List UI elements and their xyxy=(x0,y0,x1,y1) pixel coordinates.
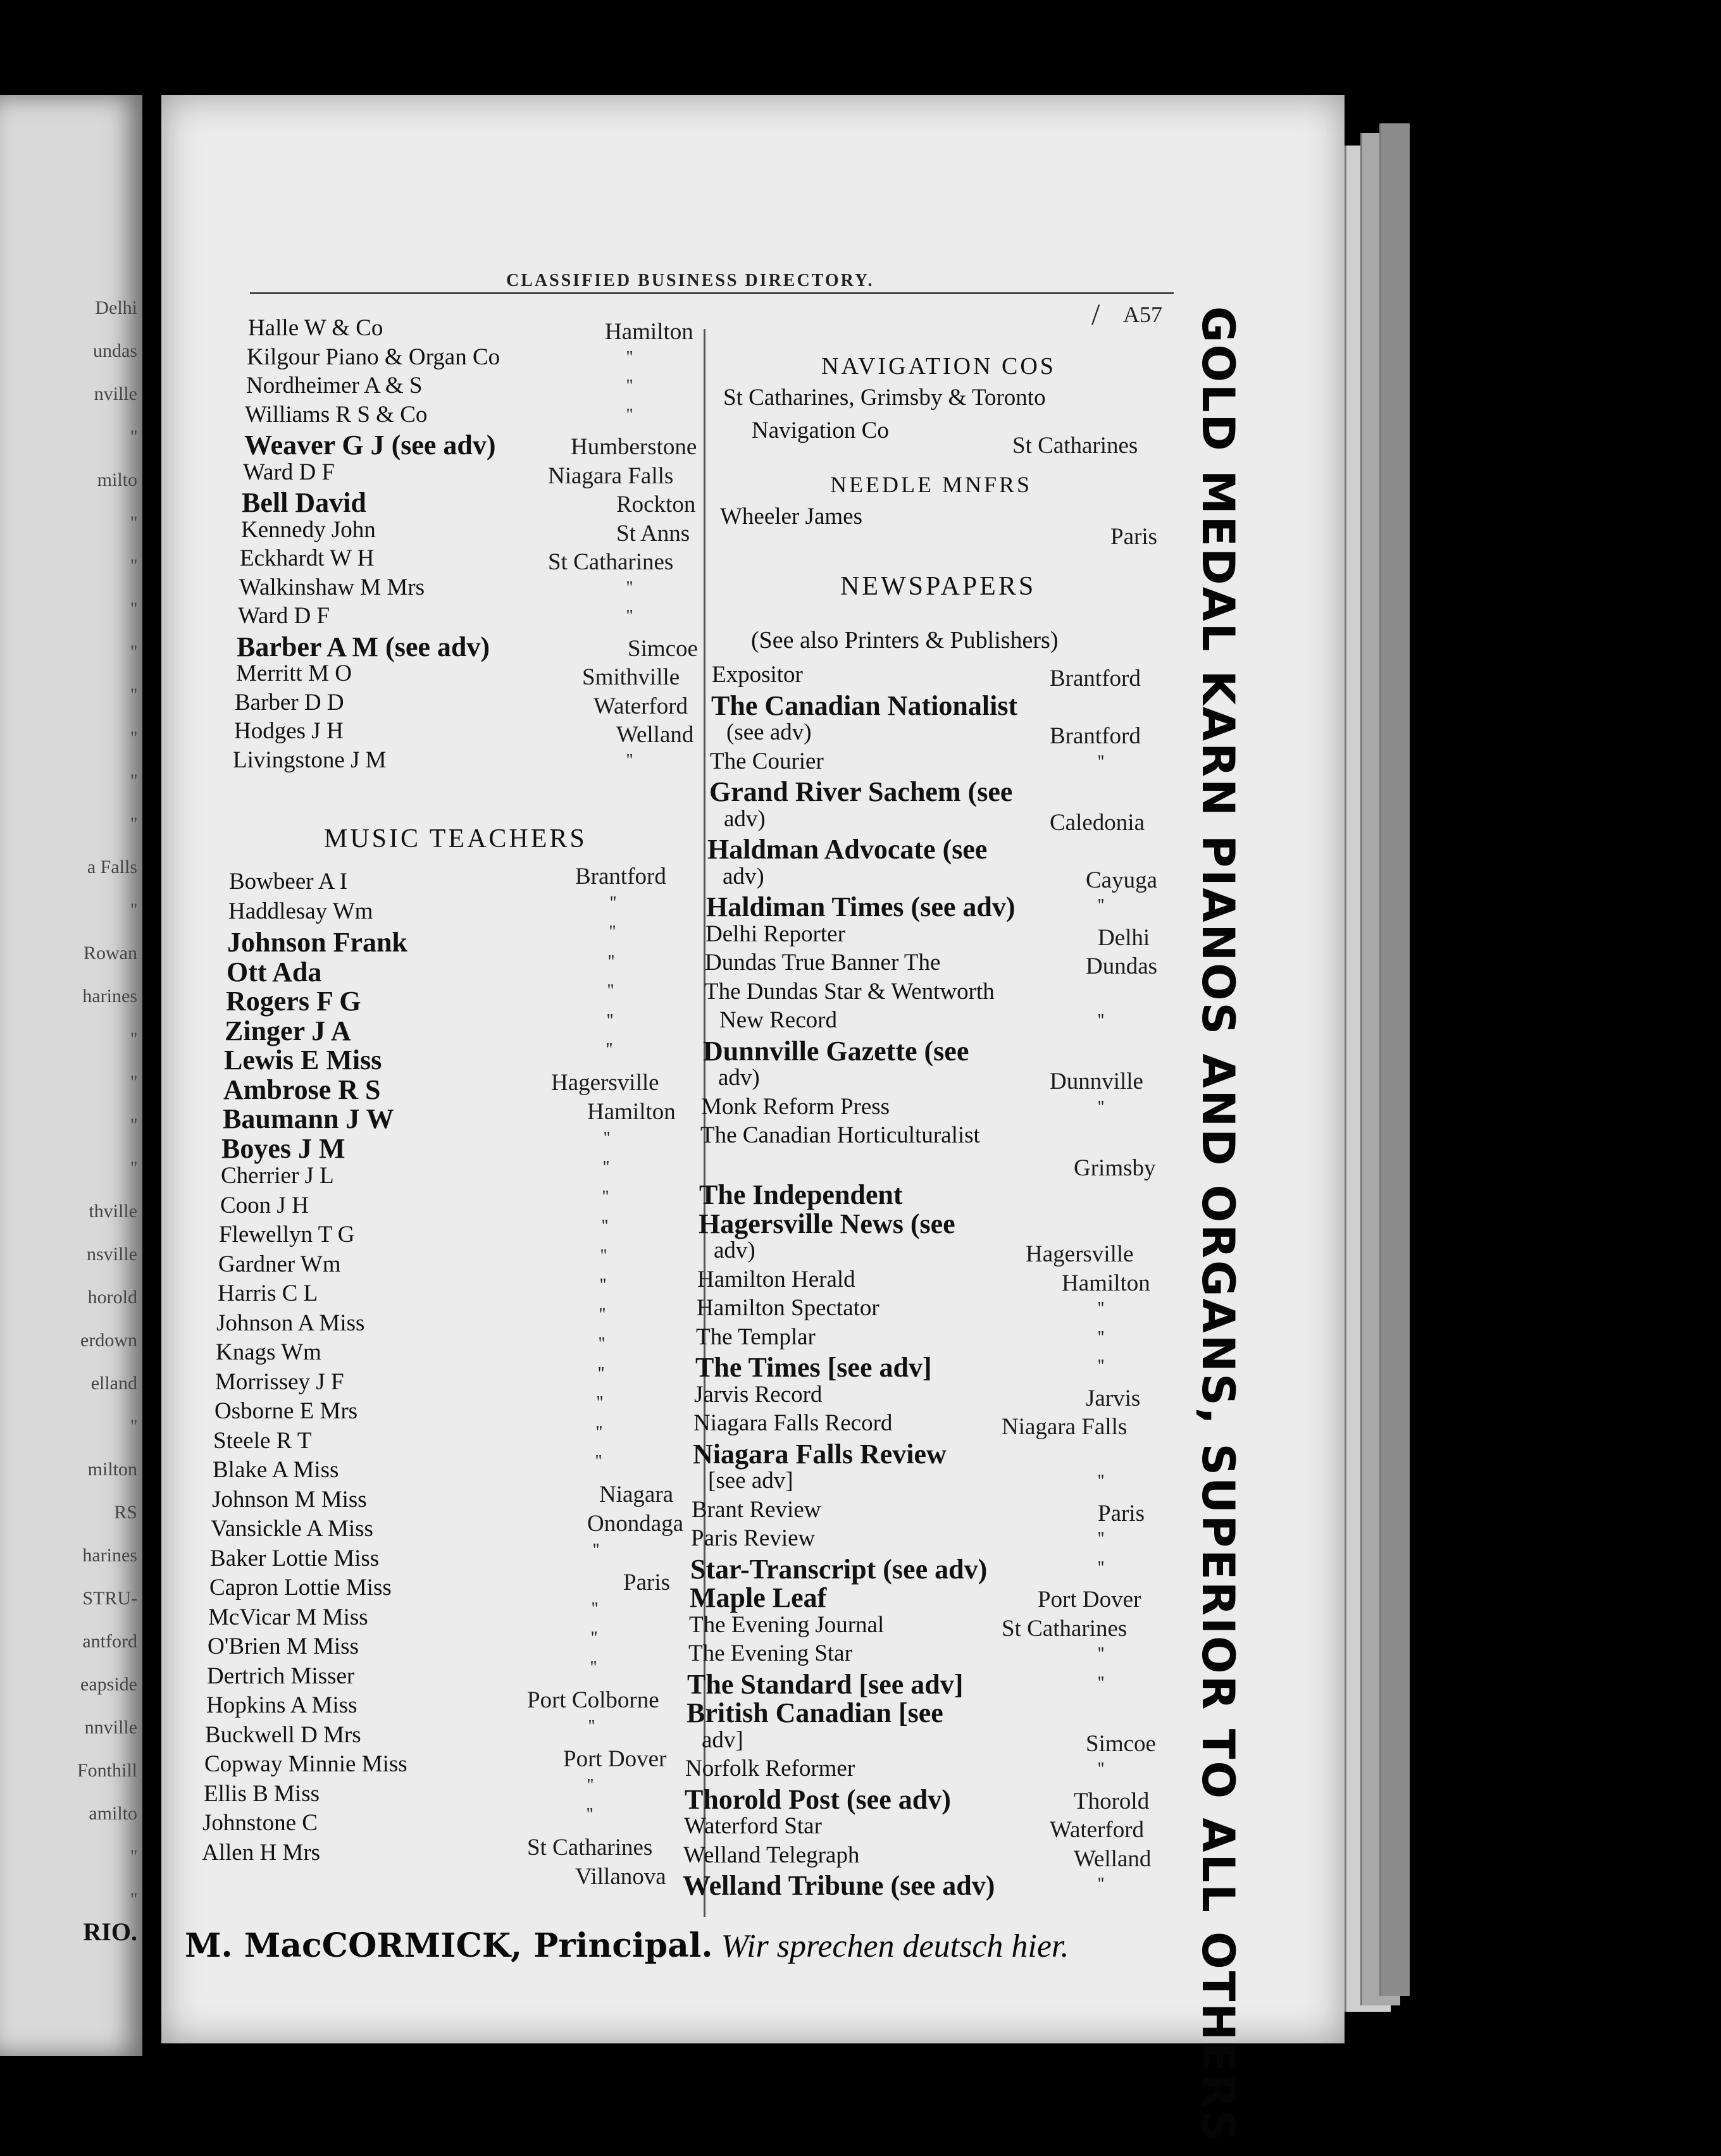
newspaper-entry: Grand River Sachem (see xyxy=(709,776,1013,807)
newspaper-entry: The Courier xyxy=(710,748,824,774)
music-teacher-place: Niagara xyxy=(599,1481,674,1508)
facing-page-fragment: '' xyxy=(130,598,137,619)
newspaper-entry: Waterford Star xyxy=(684,1813,822,1839)
facing-page-fragment: Delhi xyxy=(95,297,137,318)
directory-entry-place: Simcoe xyxy=(628,635,698,662)
music-teacher-name: Lewis E Miss xyxy=(224,1044,382,1075)
side-advertisement: GOLD MEDAL KARN PIANOS AND ORGANS, SUPERIOR TO ALL OTHERS xyxy=(1192,306,1244,2145)
music-teacher-name: Osborne E Mrs xyxy=(214,1398,358,1424)
facing-page-fragment: milton xyxy=(87,1459,137,1480)
music-teacher-name: O'Brien M Miss xyxy=(208,1633,359,1659)
navigation-heading: NAVIGATION COS xyxy=(821,353,1056,380)
newspaper-entry: Brant Review xyxy=(692,1496,821,1523)
directory-entry-place: St Anns xyxy=(616,520,690,547)
newspaper-entry: Jarvis Record xyxy=(694,1381,823,1408)
music-teacher-name: Flewellyn T G xyxy=(219,1222,355,1248)
newspaper-place: Dundas xyxy=(1086,953,1158,979)
newspaper-place: Grimsby xyxy=(1074,1155,1156,1181)
newspaper-entry: (see adv) xyxy=(726,719,812,745)
newspaper-place: '' xyxy=(1098,1356,1105,1376)
newspaper-place: '' xyxy=(1098,1011,1105,1031)
music-teacher-name: Hopkins A Miss xyxy=(206,1692,357,1718)
directory-entry-name: Ward D F xyxy=(238,603,330,629)
header-rule xyxy=(250,292,1174,294)
music-teacher-place: '' xyxy=(588,1716,595,1737)
facing-page-fragment: undas xyxy=(93,340,137,361)
directory-entry-place: St Catharines xyxy=(548,549,674,575)
music-teacher-name: Vansickle A Miss xyxy=(211,1516,373,1542)
facing-page-fragment: '' xyxy=(130,1158,137,1179)
music-teacher-place: '' xyxy=(602,1217,609,1236)
music-teacher-place: '' xyxy=(602,1187,609,1207)
music-teacher-place: '' xyxy=(591,1628,598,1648)
newspaper-entry: Hamilton Spectator xyxy=(697,1295,879,1321)
needle-entry: Wheeler James xyxy=(720,504,862,530)
directory-entry-name: Barber D D xyxy=(235,689,344,716)
newspaper-place: Brantford xyxy=(1050,666,1141,691)
music-teacher-name: Johnson A Miss xyxy=(216,1310,365,1336)
facing-page-fragment: nsville xyxy=(87,1244,137,1265)
music-teacher-place: '' xyxy=(599,1334,606,1354)
facing-page-fragment: horold xyxy=(87,1287,137,1308)
music-teacher-name: Harris C L xyxy=(218,1280,318,1306)
music-teacher-name: Steele R T xyxy=(213,1427,312,1454)
newspaper-entry: The Independent xyxy=(699,1179,903,1210)
directory-entry-name: Hodges J H xyxy=(234,718,344,744)
newspapers-note: (See also Printers & Publishers) xyxy=(751,627,1059,654)
music-teachers-heading: MUSIC TEACHERS xyxy=(324,824,587,853)
newspaper-place: Thorold xyxy=(1074,1788,1150,1814)
newspaper-entry: Delhi Reporter xyxy=(705,920,845,947)
music-teacher-place: Paris xyxy=(623,1570,670,1595)
directory-entry-place: Hamilton xyxy=(605,319,693,345)
newspaper-place: '' xyxy=(1098,752,1105,772)
facing-page-fragment: thville xyxy=(89,1201,137,1222)
newspaper-place: '' xyxy=(1098,1327,1105,1348)
facing-page-fragment: '' xyxy=(130,1889,137,1910)
directory-entry-place: '' xyxy=(626,347,633,368)
music-teacher-place: Port Colborne xyxy=(527,1687,659,1713)
newspaper-entry: Paris Review xyxy=(691,1525,816,1551)
newspaper-place: Welland xyxy=(1074,1845,1152,1872)
facing-page-fragment: '' xyxy=(130,641,137,662)
newspaper-place: '' xyxy=(1098,1558,1105,1578)
facing-page-fragment: milto xyxy=(97,469,137,490)
music-teacher-place: '' xyxy=(607,1010,614,1031)
directory-entry-name: Nordheimer A & S xyxy=(246,373,423,399)
music-teacher-name: Morrissey J F xyxy=(215,1368,344,1395)
newspaper-entry: The Evening Journal xyxy=(689,1611,885,1638)
newspaper-entry: Haldman Advocate (see xyxy=(707,834,988,865)
music-teacher-name: Boyes J M xyxy=(221,1132,345,1164)
newspaper-place: Port Dover xyxy=(1038,1587,1141,1613)
newspapers-heading: NEWSPAPERS xyxy=(840,572,1036,601)
music-teacher-place: '' xyxy=(608,951,615,972)
newspaper-entry: Welland Tribune (see adv) xyxy=(683,1870,995,1901)
newspaper-entry: Niagara Falls Record xyxy=(693,1410,893,1436)
music-teacher-name: Bowbeer A I xyxy=(229,869,348,895)
facing-page-fragment: nville xyxy=(94,383,137,404)
newspaper-entry: Expositor xyxy=(712,662,803,688)
directory-entry-name: Bell David xyxy=(242,487,366,518)
newspaper-entry: Dunnville Gazette (see xyxy=(703,1035,969,1067)
directory-entry-place: Niagara Falls xyxy=(548,462,674,489)
directory-entry-name: Kilgour Piano & Organ Co xyxy=(247,344,500,370)
music-teacher-place: '' xyxy=(587,1775,594,1795)
music-teacher-name: Dertrich Misser xyxy=(207,1663,355,1689)
newspaper-entry: Maple Leaf xyxy=(690,1582,827,1613)
needle-heading: NEEDLE MNFRS xyxy=(830,472,1033,497)
facing-page-fragment: eapside xyxy=(80,1674,137,1695)
navigation-place: St Catharines xyxy=(1012,433,1138,459)
music-teacher-place: '' xyxy=(607,981,614,1001)
music-teacher-name: Johnson Frank xyxy=(227,927,407,958)
music-teacher-place: Port Dover xyxy=(563,1746,667,1772)
newspaper-entry: Hagersville News (see xyxy=(699,1208,955,1239)
facing-page-fragment: '' xyxy=(130,426,137,447)
newspaper-entry: The Times [see adv] xyxy=(695,1352,932,1383)
music-teacher-name: Knags Wm xyxy=(216,1339,321,1365)
music-teacher-place: '' xyxy=(606,1040,613,1060)
music-teacher-place: '' xyxy=(598,1363,605,1384)
footer-german: Wir sprechen deutsch hier. xyxy=(721,1928,1069,1964)
page-header: CLASSIFIED BUSINESS DIRECTORY. xyxy=(506,271,874,290)
music-teacher-name: Baker Lottie Miss xyxy=(210,1545,380,1571)
newspaper-place: Hagersville xyxy=(1026,1241,1134,1267)
directory-entry-name: Merritt M O xyxy=(236,660,352,686)
music-teacher-place: '' xyxy=(610,893,617,913)
navigation-entry-line1: St Catharines, Grimsby & Toronto xyxy=(723,385,1046,411)
music-teacher-name: Allen H Mrs xyxy=(202,1839,321,1866)
newspaper-entry: British Canadian [see xyxy=(687,1697,943,1728)
music-teacher-name: Ott Ada xyxy=(227,956,322,988)
facing-page-fragment: '' xyxy=(130,814,137,834)
newspaper-place: '' xyxy=(1098,1874,1105,1894)
newspaper-place: Paris xyxy=(1098,1500,1145,1527)
newspaper-entry: The Templar xyxy=(696,1323,816,1350)
newspaper-entry: [see adv] xyxy=(708,1468,793,1494)
facing-page-fragment: nnville xyxy=(84,1717,137,1738)
music-teacher-place: Villanova xyxy=(575,1864,666,1890)
facing-page-fragment: '' xyxy=(130,555,137,576)
newspaper-entry: Star-Transcript (see adv) xyxy=(690,1553,988,1585)
newspaper-place: '' xyxy=(1098,1673,1105,1693)
directory-entry-place: Rockton xyxy=(616,492,696,517)
facing-page-fragment: '' xyxy=(130,512,137,533)
directory-entry-place: Smithville xyxy=(582,664,680,690)
newspaper-place: '' xyxy=(1098,1759,1105,1779)
directory-entry-name: Halle W & Co xyxy=(248,315,383,341)
newspaper-entry: Monk Reform Press xyxy=(701,1093,890,1120)
newspaper-entry: adv) xyxy=(724,805,766,832)
newspaper-place: '' xyxy=(1098,1299,1105,1318)
facing-page-fragment: antford xyxy=(82,1631,137,1652)
music-teacher-place: '' xyxy=(609,922,616,942)
facing-page-fragment: RS xyxy=(114,1502,137,1523)
music-teacher-name: Capron Lottie Miss xyxy=(209,1575,392,1601)
directory-entry-place: '' xyxy=(626,405,633,425)
facing-page-fragment: STRU- xyxy=(82,1588,137,1609)
music-teacher-place: Onondaga xyxy=(587,1511,684,1537)
newspaper-place: Waterford xyxy=(1050,1817,1145,1843)
page-stack-edge xyxy=(1379,123,1410,1996)
music-teacher-place: '' xyxy=(595,1452,602,1471)
newspaper-place: '' xyxy=(1098,1097,1105,1117)
newspaper-entry: Dundas True Banner The xyxy=(705,950,941,976)
facing-page-fragment: '' xyxy=(130,1416,137,1437)
directory-entry-place: '' xyxy=(626,578,633,598)
facing-page-fragment: Fonthill xyxy=(77,1760,137,1781)
directory-entry-name: Williams R S & Co xyxy=(245,401,428,428)
music-teacher-name: Ellis B Miss xyxy=(204,1780,320,1807)
newspaper-place: '' xyxy=(1098,1644,1105,1664)
music-teacher-name: Buckwell D Mrs xyxy=(205,1721,361,1748)
music-teacher-place: St Catharines xyxy=(527,1834,653,1861)
newspaper-entry: adv) xyxy=(723,863,764,889)
directory-entry-place: Welland xyxy=(616,722,694,748)
facing-page-fragment: '' xyxy=(130,1115,137,1136)
newspaper-place: Niagara Falls xyxy=(1002,1414,1128,1440)
facing-page-fragment: harines xyxy=(82,1545,137,1566)
footer-line xyxy=(185,1926,1069,1965)
facing-page-fragment: '' xyxy=(130,728,137,748)
newspaper-entry: adv) xyxy=(714,1237,755,1263)
newspaper-entry: adv] xyxy=(702,1726,743,1753)
newspaper-place: Cayuga xyxy=(1086,867,1158,893)
music-teacher-place: Brantford xyxy=(575,864,666,889)
facing-page-fragment: '' xyxy=(130,1846,137,1867)
directory-entry-name: Barber A M (see adv) xyxy=(237,631,490,662)
directory-entry-name: Ward D F xyxy=(243,459,335,485)
newspaper-place: Brantford xyxy=(1050,723,1141,749)
newspaper-entry: Welland Telegraph xyxy=(683,1842,860,1868)
directory-entry-place: Humberstone xyxy=(571,434,697,460)
facing-page-fragment: Rowan xyxy=(84,943,137,963)
directory-entry-name: Livingstone J M xyxy=(233,747,387,773)
needle-place: Paris xyxy=(1110,524,1157,550)
music-teacher-name: Ambrose R S xyxy=(223,1074,381,1105)
navigation-entry-line2: Navigation Co xyxy=(752,418,889,443)
music-teacher-place: '' xyxy=(592,1599,599,1619)
newspaper-place: Caledonia xyxy=(1050,809,1145,836)
facing-page-fragment: '' xyxy=(130,685,137,705)
newspaper-entry: Haldiman Times (see adv) xyxy=(706,891,1016,922)
music-teacher-place: '' xyxy=(603,1158,610,1177)
newspaper-place: Simcoe xyxy=(1086,1730,1156,1757)
check-mark: / xyxy=(1091,298,1100,331)
facing-page-fragment: '' xyxy=(130,1029,137,1050)
newspaper-entry: The Canadian Nationalist xyxy=(711,690,1018,721)
directory-entry-place: '' xyxy=(626,376,633,396)
directory-entry-name: Kennedy John xyxy=(241,516,376,543)
directory-entry-place: '' xyxy=(626,750,633,771)
newspaper-entry: Thorold Post (see adv) xyxy=(685,1783,951,1815)
music-teacher-place: '' xyxy=(593,1540,600,1560)
directory-entry-name: Walkinshaw M Mrs xyxy=(239,574,425,600)
newspaper-entry: Hamilton Herald xyxy=(697,1266,855,1292)
newspaper-place: St Catharines xyxy=(1002,1615,1128,1642)
music-teacher-place: '' xyxy=(600,1246,607,1266)
music-teacher-place: '' xyxy=(596,1422,603,1442)
music-teacher-name: Gardner Wm xyxy=(218,1251,341,1277)
newspaper-entry: Niagara Falls Review xyxy=(693,1438,947,1470)
newspaper-place: Dunnville xyxy=(1050,1069,1143,1094)
facing-page-fragment: harines xyxy=(82,986,137,1007)
page-number: A57 xyxy=(1123,302,1162,327)
music-teacher-place: '' xyxy=(587,1805,593,1825)
facing-page-fragment: a Falls xyxy=(87,857,137,877)
newspaper-place: '' xyxy=(1098,896,1105,915)
music-teacher-name: McVicar M Miss xyxy=(208,1604,368,1630)
music-teacher-name: Copway Minnie Miss xyxy=(204,1751,407,1777)
facing-page-fragment: amilto xyxy=(89,1803,137,1824)
directory-entry-name: Eckhardt W H xyxy=(240,545,375,571)
footer-principal: M. MacCORMICK, Principal. xyxy=(185,1926,713,1965)
newspaper-place: '' xyxy=(1098,1529,1105,1549)
newspaper-entry: Norfolk Reformer xyxy=(685,1756,855,1781)
music-teacher-name: Baumann J W xyxy=(223,1103,394,1134)
music-teacher-name: Zinger J A xyxy=(225,1015,351,1046)
directory-entry-place: Waterford xyxy=(593,693,688,719)
facing-page-fragment: elland xyxy=(90,1373,137,1394)
music-teacher-name: Cherrier J L xyxy=(221,1163,334,1189)
music-teacher-name: Rogers F G xyxy=(226,986,361,1017)
newspaper-entry: The Evening Star xyxy=(688,1640,852,1666)
facing-page-fragment: erdown xyxy=(80,1330,137,1351)
newspaper-entry: The Standard [see adv] xyxy=(687,1668,964,1700)
newspaper-entry: The Dundas Star & Wentworth xyxy=(704,978,995,1005)
facing-page-fragment: RIO. xyxy=(83,1917,137,1946)
music-teacher-name: Coon J H xyxy=(220,1192,309,1218)
newspaper-place: Delhi xyxy=(1098,924,1150,951)
music-teacher-name: Johnson M Miss xyxy=(212,1486,367,1513)
directory-entry-place: '' xyxy=(626,607,633,626)
music-teacher-place: Hamilton xyxy=(587,1099,676,1125)
music-teacher-name: Haddlesay Wm xyxy=(228,898,373,924)
newspaper-place: '' xyxy=(1098,1471,1105,1491)
newspaper-entry: The Canadian Horticulturalist xyxy=(700,1122,980,1148)
newspaper-entry: adv) xyxy=(718,1065,760,1091)
music-teacher-place: '' xyxy=(599,1304,606,1325)
facing-page xyxy=(0,95,142,2056)
music-teacher-place: '' xyxy=(600,1275,607,1295)
music-teacher-place: '' xyxy=(604,1128,611,1148)
music-teacher-place: Hagersville xyxy=(551,1069,659,1096)
newspaper-entry: New Record xyxy=(719,1007,837,1033)
music-teacher-place: '' xyxy=(597,1393,604,1413)
newspaper-place: Jarvis xyxy=(1086,1385,1141,1411)
directory-entry-name: Weaver G J (see adv) xyxy=(244,430,496,461)
music-teacher-name: Johnstone C xyxy=(202,1810,318,1836)
music-teacher-place: '' xyxy=(590,1657,597,1678)
newspaper-place: Hamilton xyxy=(1062,1270,1150,1296)
facing-page-fragment: '' xyxy=(130,900,137,920)
facing-page-fragment: '' xyxy=(130,1072,137,1093)
music-teacher-name: Blake A Miss xyxy=(213,1457,339,1483)
facing-page-fragment: '' xyxy=(130,771,137,791)
